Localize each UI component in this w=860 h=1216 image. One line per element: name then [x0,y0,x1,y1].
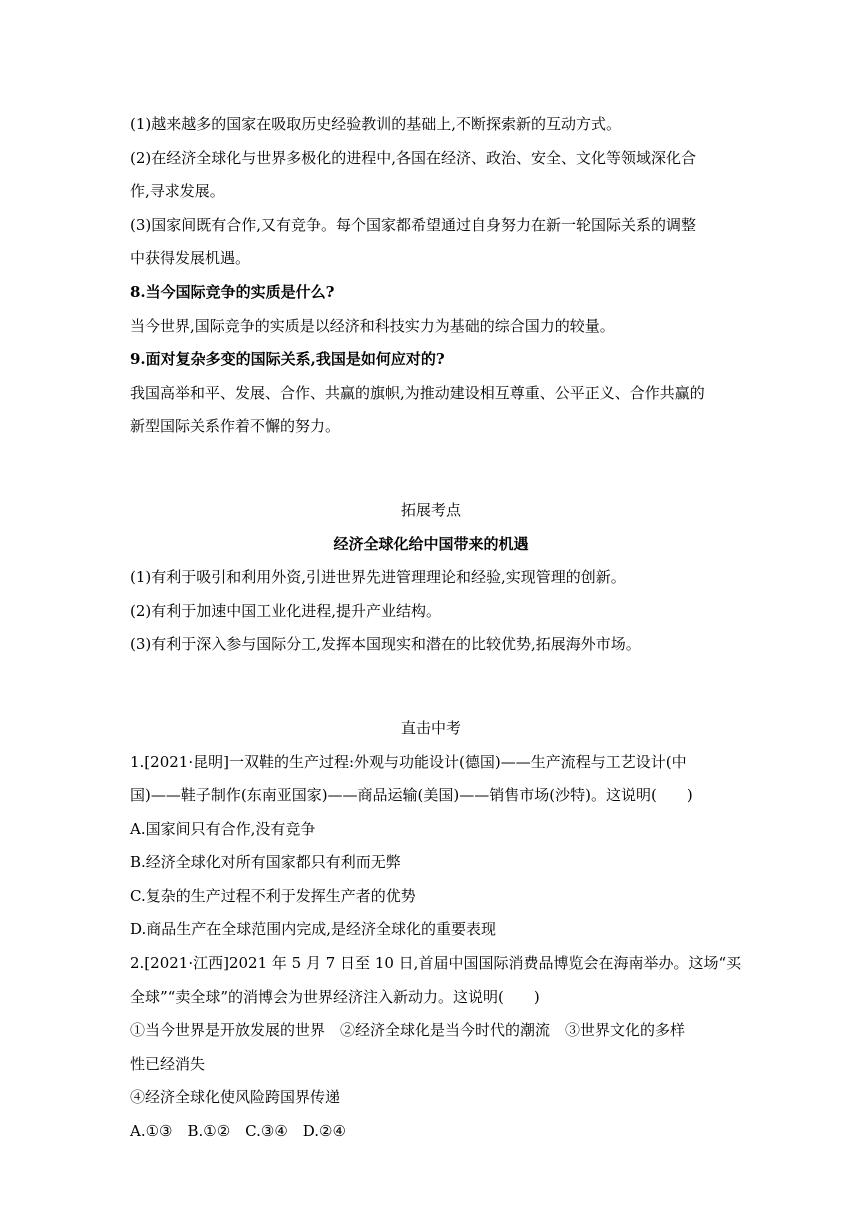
answer-8: 当今世界,国际竞争的实质是以经济和科技实力为基础的综合国力的较量。 [130,316,615,335]
exam-q1-stem: 国)——鞋子制作(东南亚国家)——商品运输(美国)——销售市场(沙特)。这说明( [130,786,657,805]
exam-q1-paren-close: ) [686,786,693,805]
document-page [130,108,742,1149]
extension-heading: 拓展考点 [400,500,461,519]
note-item-3-line-1: (3)国家间既有合作,又有竞争。每个国家都希望通过自身努力在新一轮国际关系的调整 [130,215,697,234]
extension-subheading: 经济全球化给中国带来的机遇 [333,534,529,553]
section-spacer [130,444,732,494]
exam-q2-paren-close: ) [533,987,540,1006]
exam-q2-statements-line-1: ①当今世界是开放发展的世界 ②经济全球化是当今时代的潮流 ③世界文化的多样 [130,1021,686,1040]
exam-q2-statements-line-2: 性已经消失 [130,1054,206,1073]
answer-9-line-1: 我国高举和平、发展、合作、共赢的旗帜,为推动建设相互尊重、公平正义、合作共赢的 [130,383,705,402]
note-item-2-line-2: 作,寻求发展。 [130,182,225,201]
exam-q2-line-2 [130,981,732,1015]
exam-q2-statement-4: ④经济全球化使风险跨国界传递 [130,1088,341,1107]
section-spacer [130,662,732,712]
question-8: 8.当今国际竞争的实质是什么? [130,282,335,301]
exam-q2-options: A.①③ B.①② C.③④ D.②④ [130,1122,346,1141]
exam-q2-line-1: 2.[2021·江西]2021 年 5 月 7 日至 10 日,首届中国国际消费品博览会在海南举办。这场“买 [130,954,742,973]
exam-q1-option-c: C.复杂的生产过程不利于发挥生产者的优势 [130,886,416,905]
note-item-1: (1)越来越多的国家在吸取历史经验教训的基础上,不断探索新的互动方式。 [130,115,622,133]
question-9: 9.面对复杂多变的国际关系,我国是如何应对的? [130,350,445,369]
extension-item-3: (3)有利于深入参与国际分工,发挥本国现实和潜在的比较优势,拓展海外市场。 [130,635,641,654]
exam-q1-option-a: A.国家间只有合作,没有竞争 [130,819,316,838]
exam-heading: 直击中考 [400,718,461,737]
extension-item-1: (1)有利于吸引和利用外资,引进世界先进管理理论和经验,实现管理的创新。 [130,568,626,587]
answer-9-line-2: 新型国际关系作着不懈的努力。 [130,417,341,436]
note-item-2-line-1: (2)在经济全球化与世界多极化的进程中,各国在经济、政治、安全、文化等领域深化合 [130,148,697,167]
exam-q1-option-b: B.经济全球化对所有国家都只有利而无弊 [130,853,401,872]
exam-q2-stem: 全球”“卖全球”的消博会为世界经济注入新动力。这说明( [130,987,504,1006]
exam-q1-option-d: D.商品生产在全球范围内完成,是经济全球化的重要表现 [130,920,497,939]
exam-q1-line-1: 1.[2021·昆明]一双鞋的生产过程:外观与功能设计(德国)——生产流程与工艺设计(中 [130,752,687,771]
extension-item-2: (2)有利于加速中国工业化进程,提升产业结构。 [130,601,442,620]
exam-q1-line-2 [130,779,732,813]
note-item-3-line-2: 中获得发展机遇。 [130,249,251,268]
